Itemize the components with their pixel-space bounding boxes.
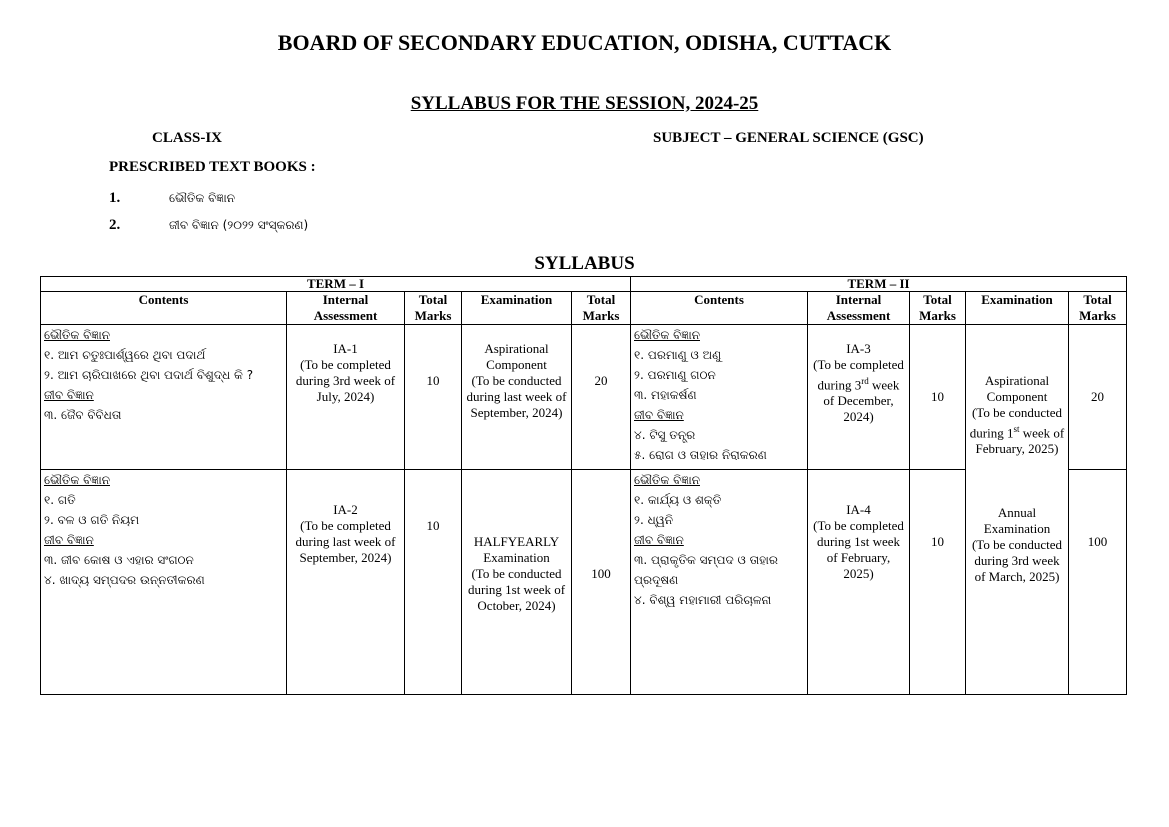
t2-ia-marks-1: 10 bbox=[910, 325, 966, 470]
table-row bbox=[41, 470, 1127, 695]
col-examination: Examination bbox=[462, 292, 572, 325]
book-item: 1. ଭୌତିକ ବିଜ୍ଞାନ bbox=[109, 190, 235, 206]
t1-contents-1: ଭୌତିକ ବିଜ୍ଞାନ ୧. ଆମ ଚତୁଃପାର୍ଶ୍ୱରେ ଥିବା ପଦାର୍ଥ ୨. ଆମ ଚାରିପାଖରେ ଥିବା ପଦାର୍ଥ ବିଶୁଦ୍ଧ କି ? ଜୀବ ବିଜ୍ଞାନ ୩. ଜୈବ ବିବିଧତା bbox=[41, 325, 287, 470]
t2-exam-marks-2: 100 bbox=[1069, 470, 1127, 695]
t1-exam-marks-1: 20 bbox=[572, 325, 631, 470]
t1-ia-marks-2: 10 bbox=[405, 470, 462, 695]
col-total-marks: Total Marks bbox=[405, 292, 462, 325]
syllabus-heading: SYLLABUS bbox=[534, 253, 635, 274]
col-total-marks: Total Marks bbox=[572, 292, 631, 325]
col-total-marks: Total Marks bbox=[910, 292, 966, 325]
t1-contents-2: ଭୌତିକ ବିଜ୍ଞାନ ୧. ଗତି ୨. ବଳ ଓ ଗତି ନିୟମ ଜୀବ ବିଜ୍ଞାନ ୩. ଜୀବ କୋଷ ଓ ଏହାର ସଂଗଠନ ୪. ଖାଦ୍ୟ ସମ୍ପଦର ଉନ୍ନତୀକରଣ bbox=[41, 470, 287, 695]
t2-exam-marks-1: 20 bbox=[1069, 325, 1127, 470]
session-title: SYLLABUS FOR THE SESSION, 2024-25 bbox=[410, 93, 759, 114]
table-row bbox=[41, 325, 1127, 470]
t2-exam: Aspirational Component (To be conducted during 1st week of February, 2025) Annual Examination (To be conducted during 3rd week of March, 2025) bbox=[966, 325, 1069, 695]
t1-exam-2: HALFYEARLY Examination (To be conducted during 1st week of October, 2024) bbox=[462, 470, 572, 695]
t2-ia-2: IA-4 (To be completed during 1st week of February, 2025) bbox=[808, 470, 910, 695]
prescribed-books-label: PRESCRIBED TEXT BOOKS : bbox=[109, 159, 316, 175]
t2-contents-1: ଭୌତିକ ବିଜ୍ଞାନ ୧. ପରମାଣୁ ଓ ଅଣୁ ୨. ପରମାଣୁ ଗଠନ ୩. ମହାକର୍ଷଣ ଜୀବ ବିଜ୍ଞାନ ୪. ଟିସୁ ତନ୍ତ୍ର ୫. ରୋଗ ଓ ତାହାର ନିରାକରଣ bbox=[631, 325, 808, 470]
t2-ia-1: IA-3 (To be completed during 3rd week of December, 2024) bbox=[808, 325, 910, 470]
t1-exam-marks-2: 100 bbox=[572, 470, 631, 695]
syllabus-table bbox=[40, 276, 1127, 695]
col-internal: Internal Assessment bbox=[287, 292, 405, 325]
t2-ia-marks-2: 10 bbox=[910, 470, 966, 695]
t1-ia-marks-1: 10 bbox=[405, 325, 462, 470]
term2-header: TERM – II bbox=[631, 277, 1127, 292]
col-contents: Contents bbox=[41, 292, 287, 325]
col-examination: Examination bbox=[966, 292, 1069, 325]
subject-label: SUBJECT – GENERAL SCIENCE (GSC) bbox=[653, 130, 924, 146]
term1-header: TERM – I bbox=[41, 277, 631, 292]
col-total-marks: Total Marks bbox=[1069, 292, 1127, 325]
col-contents: Contents bbox=[631, 292, 808, 325]
t1-exam-1: Aspirational Component (To be conducted during last week of September, 2024) bbox=[462, 325, 572, 470]
t1-ia-1: IA-1 (To be completed during 3rd week of July, 2024) bbox=[287, 325, 405, 470]
col-internal: Internal Assessment bbox=[808, 292, 910, 325]
t1-ia-2: IA-2 (To be completed during last week of September, 2024) bbox=[287, 470, 405, 695]
board-title: BOARD OF SECONDARY EDUCATION, ODISHA, CUTTACK bbox=[277, 30, 892, 55]
t2-contents-2: ଭୌତିକ ବିଜ୍ଞାନ ୧. କାର୍ଯ୍ୟ ଓ ଶକ୍ତି ୨. ଧ୍ୱନି ଜୀବ ବିଜ୍ଞାନ ୩. ପ୍ରାକୃତିକ ସମ୍ପଦ ଓ ତାହାର ପ୍ରଦୂଷଣ ୪. ବିଶ୍ୱ ମହାମାରୀ ପରିଚାଳନା bbox=[631, 470, 808, 695]
book-item: 2. ଜୀବ ବିଜ୍ଞାନ (୨୦୨୨ ସଂସ୍କରଣ) bbox=[109, 217, 309, 233]
class-label: CLASS-IX bbox=[152, 130, 223, 146]
